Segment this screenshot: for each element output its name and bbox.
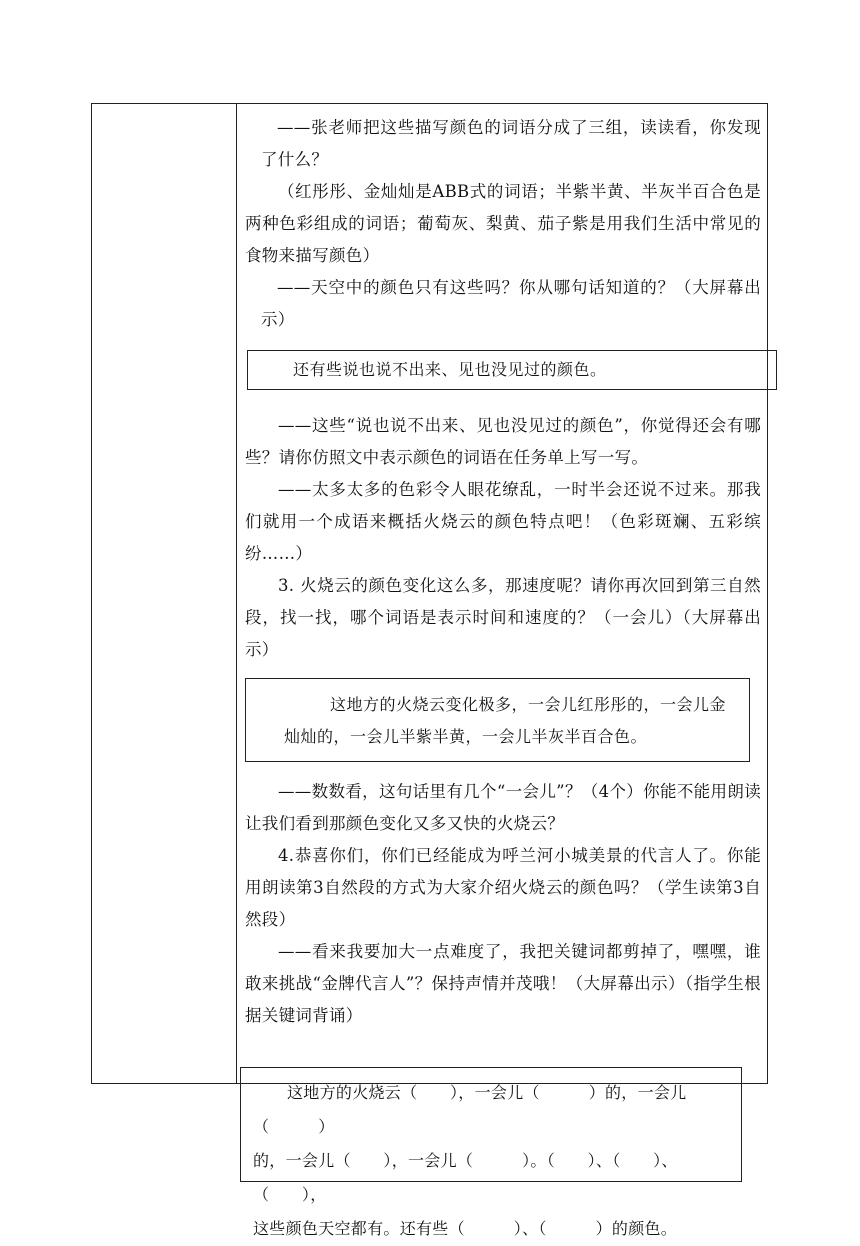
fill-in-blank-box <box>240 1067 742 1238</box>
table-left-column <box>92 104 237 1083</box>
quote-line-1: 这地方的火烧云变化极多，一会儿红彤彤的，一会儿金 <box>330 695 727 714</box>
fill-in-line-1: 这地方的火烧云（ ），一会儿（ ）的，一会儿（ ） <box>253 1083 687 1136</box>
paragraph-word-groups: ——张老师把这些描写颜色的词语分成了三组，读读看，你发现了什么？ <box>261 118 761 169</box>
paragraph-speed-question: 3. 火烧云的颜色变化这么多，那速度呢？请你再次回到第三自然段，找一找，哪个词语是表示时间和速度的？（一会儿）（大屏幕出示） <box>245 576 761 659</box>
quote-box-color-changes <box>245 678 750 762</box>
paragraph-challenge: ——看来我要加大一点难度了，我把关键词都剪掉了，嘿嘿，谁敢来挑战“金牌代言人”？保持声情并茂哦！（大屏幕出示）（指学生根据关键词背诵） <box>245 942 761 1025</box>
paragraph-imitate-colors: ——这些“说也说不出来、见也没见过的颜色”，你觉得还会有哪些？请你仿照文中表示颜色的词语在任务单上写一写。 <box>245 416 761 467</box>
quote-box-unseen-colors <box>247 350 777 390</box>
fill-in-line-3: 这些颜色天空都有。还有些（ ）、（ ）的颜色。 <box>253 1219 678 1238</box>
paragraph-idiom: ——太多太多的色彩令人眼花缭乱，一时半会还说不过来。那我们就用一个成语来概括火烧云的颜色特点吧！（色彩斑斓、五彩缤纷……） <box>245 480 761 563</box>
paragraph-count-question: ——数数看，这句话里有几个“一会儿”？（4个）你能不能用朗读让我们看到那颜色变化又多又快的火烧云？ <box>245 782 761 833</box>
paragraph-spokesperson: 4.恭喜你们，你们已经能成为呼兰河小城美景的代言人了。你能用朗读第3自然段的方式为大家介绍火烧云的颜色吗？（学生读第3自然段） <box>245 846 761 929</box>
lesson-table <box>91 103 768 1084</box>
quote-line-2: 灿灿的，一会儿半紫半黄，一会儿半灰半百合色。 <box>284 727 648 746</box>
quote-text-unseen-colors: 还有些说也说不出来、见也没见过的颜色。 <box>293 360 607 379</box>
paragraph-word-groups-answer: （红彤彤、金灿灿是ABB式的词语；半紫半黄、半灰半百合色是两种色彩组成的词语；葡萄灰、梨黄、茄子紫是用我们生活中常见的食物来描写颜色） <box>245 182 761 265</box>
fill-in-line-2: 的，一会儿（ ），一会儿（ ）。（ ）、（ ）、（ ）， <box>253 1151 678 1204</box>
paragraph-sky-colors-question: ——天空中的颜色只有这些吗？你从哪句话知道的？（大屏幕出示） <box>261 278 761 329</box>
lesson-content <box>245 104 761 1032</box>
